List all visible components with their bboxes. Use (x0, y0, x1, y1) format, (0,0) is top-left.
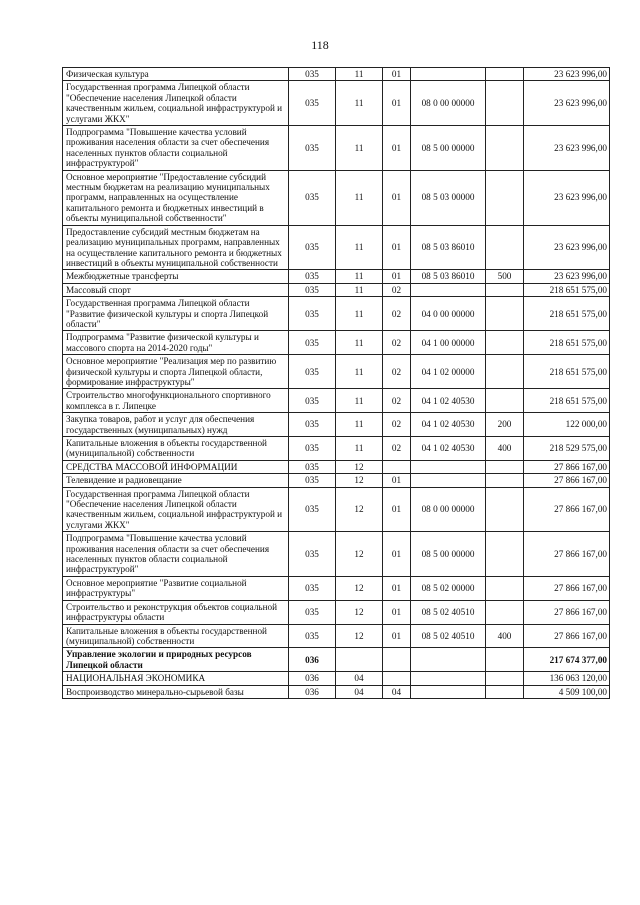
row-target-article-cell: 08 5 02 40510 (411, 600, 486, 624)
table-row (63, 648, 610, 672)
row-target-article-cell: 04 1 02 40530 (411, 437, 486, 461)
row-section-code-cell: 11 (336, 389, 383, 413)
row-gr-code-cell: 035 (289, 297, 336, 331)
row-subsection-code-cell: 02 (383, 389, 411, 413)
row-gr-code-cell: 035 (289, 355, 336, 389)
row-section-code-cell: 11 (336, 283, 383, 296)
row-subsection-code-cell: 02 (383, 413, 411, 437)
table-row (63, 126, 610, 171)
row-section-code-cell: 04 (336, 672, 383, 685)
row-subsection-code-cell: 01 (383, 81, 411, 126)
row-name-cell: Подпрограмма "Развитие физической культуры и массового спорта на 2014-2020 годы" (63, 331, 289, 355)
row-section-code-cell: 11 (336, 68, 383, 81)
row-gr-code-cell: 035 (289, 487, 336, 532)
row-section-code-cell: 12 (336, 460, 383, 473)
row-sum-cell: 23 623 996,00 (524, 81, 610, 126)
row-sum-cell: 218 651 575,00 (524, 389, 610, 413)
row-sum-cell: 27 866 167,00 (524, 487, 610, 532)
budget-table-body (63, 68, 610, 699)
row-sum-cell: 23 623 996,00 (524, 126, 610, 171)
row-subsection-code-cell: 01 (383, 474, 411, 487)
row-name-cell: Государственная программа Липецкой области "Развитие физической культуры и спорта Липецкой области" (63, 297, 289, 331)
row-expense-type-cell (486, 532, 524, 577)
row-subsection-code-cell: 01 (383, 170, 411, 225)
row-target-article-cell (411, 68, 486, 81)
row-section-code-cell: 11 (336, 331, 383, 355)
table-row (63, 600, 610, 624)
row-subsection-code-cell: 02 (383, 283, 411, 296)
row-name-cell: СРЕДСТВА МАССОВОЙ ИНФОРМАЦИИ (63, 460, 289, 473)
row-subsection-code-cell (383, 460, 411, 473)
row-section-code-cell: 12 (336, 532, 383, 577)
table-row (63, 532, 610, 577)
row-target-article-cell: 04 0 00 00000 (411, 297, 486, 331)
row-target-article-cell: 08 5 03 00000 (411, 170, 486, 225)
table-row (63, 624, 610, 648)
table-row (63, 672, 610, 685)
row-target-article-cell: 04 1 02 00000 (411, 355, 486, 389)
row-gr-code-cell: 035 (289, 624, 336, 648)
row-expense-type-cell (486, 389, 524, 413)
row-gr-code-cell: 035 (289, 68, 336, 81)
row-section-code-cell: 11 (336, 297, 383, 331)
row-name-cell: Строительство и реконструкция объектов социальной инфраструктуры области (63, 600, 289, 624)
row-target-article-cell (411, 474, 486, 487)
row-target-article-cell (411, 672, 486, 685)
table-row (63, 297, 610, 331)
row-gr-code-cell: 035 (289, 460, 336, 473)
row-sum-cell: 122 000,00 (524, 413, 610, 437)
row-gr-code-cell: 035 (289, 225, 336, 270)
table-row (63, 576, 610, 600)
row-sum-cell: 23 623 996,00 (524, 170, 610, 225)
row-subsection-code-cell (383, 648, 411, 672)
row-gr-code-cell: 035 (289, 81, 336, 126)
row-target-article-cell: 08 5 00 00000 (411, 126, 486, 171)
row-sum-cell: 218 529 575,00 (524, 437, 610, 461)
budget-table (62, 67, 610, 699)
row-section-code-cell: 12 (336, 624, 383, 648)
row-gr-code-cell: 035 (289, 474, 336, 487)
row-expense-type-cell (486, 576, 524, 600)
row-sum-cell: 27 866 167,00 (524, 474, 610, 487)
row-expense-type-cell (486, 672, 524, 685)
table-row (63, 68, 610, 81)
row-target-article-cell: 04 1 02 40530 (411, 413, 486, 437)
row-subsection-code-cell: 02 (383, 331, 411, 355)
row-target-article-cell (411, 648, 486, 672)
row-expense-type-cell (486, 68, 524, 81)
row-name-cell: Закупка товаров, работ и услуг для обеспечения государственных (муниципальных) нужд (63, 413, 289, 437)
row-subsection-code-cell: 02 (383, 355, 411, 389)
row-gr-code-cell: 035 (289, 576, 336, 600)
row-gr-code-cell: 036 (289, 672, 336, 685)
row-target-article-cell: 08 0 00 00000 (411, 81, 486, 126)
row-expense-type-cell (486, 460, 524, 473)
row-target-article-cell (411, 685, 486, 698)
row-gr-code-cell: 035 (289, 283, 336, 296)
row-subsection-code-cell: 01 (383, 126, 411, 171)
table-row (63, 474, 610, 487)
table-row (63, 270, 610, 283)
row-target-article-cell (411, 460, 486, 473)
row-gr-code-cell: 036 (289, 685, 336, 698)
row-gr-code-cell: 035 (289, 600, 336, 624)
row-subsection-code-cell: 01 (383, 576, 411, 600)
row-expense-type-cell (486, 331, 524, 355)
row-subsection-code-cell: 01 (383, 270, 411, 283)
row-expense-type-cell: 200 (486, 413, 524, 437)
row-subsection-code-cell: 01 (383, 624, 411, 648)
row-expense-type-cell (486, 126, 524, 171)
row-subsection-code-cell (383, 672, 411, 685)
row-section-code-cell: 11 (336, 437, 383, 461)
row-expense-type-cell: 500 (486, 270, 524, 283)
row-sum-cell: 136 063 120,00 (524, 672, 610, 685)
row-gr-code-cell: 035 (289, 413, 336, 437)
row-sum-cell: 27 866 167,00 (524, 624, 610, 648)
table-row (63, 487, 610, 532)
row-sum-cell: 217 674 377,00 (524, 648, 610, 672)
row-section-code-cell: 11 (336, 81, 383, 126)
row-gr-code-cell: 036 (289, 648, 336, 672)
row-name-cell: Капитальные вложения в объекты государственной (муниципальной) собственности (63, 437, 289, 461)
row-name-cell: НАЦИОНАЛЬНАЯ ЭКОНОМИКА (63, 672, 289, 685)
table-row (63, 81, 610, 126)
table-row (63, 355, 610, 389)
row-sum-cell: 23 623 996,00 (524, 225, 610, 270)
row-subsection-code-cell: 01 (383, 225, 411, 270)
row-target-article-cell: 08 5 03 86010 (411, 270, 486, 283)
row-expense-type-cell (486, 297, 524, 331)
row-section-code-cell: 12 (336, 487, 383, 532)
row-gr-code-cell: 035 (289, 126, 336, 171)
row-section-code-cell: 11 (336, 170, 383, 225)
row-section-code-cell: 11 (336, 126, 383, 171)
table-row (63, 389, 610, 413)
row-gr-code-cell: 035 (289, 331, 336, 355)
row-name-cell: Основное мероприятие "Реализация мер по развитию физической культуры и спорта Липецкой области, формирование инфраструктуры" (63, 355, 289, 389)
row-expense-type-cell (486, 283, 524, 296)
table-row (63, 225, 610, 270)
row-expense-type-cell (486, 487, 524, 532)
row-name-cell: Основное мероприятие "Развитие социальной инфраструктуры" (63, 576, 289, 600)
row-name-cell: Массовый спорт (63, 283, 289, 296)
row-expense-type-cell (486, 81, 524, 126)
table-row (63, 413, 610, 437)
row-sum-cell: 218 651 575,00 (524, 283, 610, 296)
row-expense-type-cell (486, 648, 524, 672)
row-section-code-cell: 12 (336, 474, 383, 487)
row-name-cell: Межбюджетные трансферты (63, 270, 289, 283)
row-section-code-cell (336, 648, 383, 672)
row-expense-type-cell (486, 355, 524, 389)
row-gr-code-cell: 035 (289, 437, 336, 461)
row-sum-cell: 218 651 575,00 (524, 331, 610, 355)
row-section-code-cell: 11 (336, 225, 383, 270)
row-gr-code-cell: 035 (289, 389, 336, 413)
row-subsection-code-cell: 01 (383, 68, 411, 81)
row-subsection-code-cell: 04 (383, 685, 411, 698)
row-target-article-cell: 08 5 00 00000 (411, 532, 486, 577)
row-target-article-cell: 08 0 00 00000 (411, 487, 486, 532)
row-name-cell: Государственная программа Липецкой области "Обеспечение населения Липецкой области качественным жильем, социальной инфраструктурой и услугами ЖКХ" (63, 81, 289, 126)
row-sum-cell: 27 866 167,00 (524, 460, 610, 473)
row-name-cell: Подпрограмма "Повышение качества условий проживания населения области за счет обеспечения населенных пунктов области социальной инфраструктурой" (63, 532, 289, 577)
table-row (63, 460, 610, 473)
row-section-code-cell: 12 (336, 576, 383, 600)
row-target-article-cell: 08 5 03 86010 (411, 225, 486, 270)
row-name-cell: Предоставление субсидий местным бюджетам на реализацию муниципальных программ, направленных на осуществление капитального ремонта и бюджетных инвестиций в объекты муниципальной собственности (63, 225, 289, 270)
row-subsection-code-cell: 01 (383, 487, 411, 532)
table-row (63, 437, 610, 461)
row-sum-cell: 27 866 167,00 (524, 532, 610, 577)
page-number: 118 (311, 38, 329, 52)
table-row (63, 170, 610, 225)
table-row (63, 685, 610, 698)
row-name-cell: Телевидение и радиовещание (63, 474, 289, 487)
row-target-article-cell: 04 1 00 00000 (411, 331, 486, 355)
row-subsection-code-cell: 02 (383, 437, 411, 461)
row-subsection-code-cell: 01 (383, 600, 411, 624)
row-sum-cell: 4 509 100,00 (524, 685, 610, 698)
row-expense-type-cell (486, 685, 524, 698)
row-name-cell: Физическая культура (63, 68, 289, 81)
row-section-code-cell: 04 (336, 685, 383, 698)
row-gr-code-cell: 035 (289, 532, 336, 577)
row-name-cell: Основное мероприятие "Предоставление субсидий местным бюджетам на реализацию муниципальных программ, направленных на осуществление капитального ремонта и бюджетных инвестиций в объекты муниципальной собственности" (63, 170, 289, 225)
row-section-code-cell: 11 (336, 413, 383, 437)
row-sum-cell: 23 623 996,00 (524, 270, 610, 283)
row-name-cell: Государственная программа Липецкой области "Обеспечение населения Липецкой области качественным жильем, социальной инфраструктурой и услугами ЖКХ" (63, 487, 289, 532)
row-expense-type-cell (486, 225, 524, 270)
row-expense-type-cell (486, 474, 524, 487)
row-target-article-cell: 08 5 02 40510 (411, 624, 486, 648)
row-sum-cell: 23 623 996,00 (524, 68, 610, 81)
row-target-article-cell: 08 5 02 00000 (411, 576, 486, 600)
row-gr-code-cell: 035 (289, 270, 336, 283)
row-target-article-cell (411, 283, 486, 296)
table-row (63, 283, 610, 296)
row-name-cell: Воспроизводство минерально-сырьевой базы (63, 685, 289, 698)
row-section-code-cell: 11 (336, 355, 383, 389)
row-target-article-cell: 04 1 02 40530 (411, 389, 486, 413)
row-name-cell: Подпрограмма "Повышение качества условий проживания населения области за счет обеспечения населенных пунктов области социальной инфраструктурой" (63, 126, 289, 171)
row-sum-cell: 218 651 575,00 (524, 355, 610, 389)
row-name-cell: Управление экологии и природных ресурсов Липецкой области (63, 648, 289, 672)
row-sum-cell: 27 866 167,00 (524, 576, 610, 600)
row-subsection-code-cell: 01 (383, 532, 411, 577)
row-expense-type-cell: 400 (486, 624, 524, 648)
row-gr-code-cell: 035 (289, 170, 336, 225)
row-name-cell: Строительство многофункционального спортивного комплекса в г. Липецке (63, 389, 289, 413)
row-expense-type-cell (486, 170, 524, 225)
row-section-code-cell: 12 (336, 600, 383, 624)
row-expense-type-cell: 400 (486, 437, 524, 461)
row-name-cell: Капитальные вложения в объекты государственной (муниципальной) собственности (63, 624, 289, 648)
row-subsection-code-cell: 02 (383, 297, 411, 331)
row-expense-type-cell (486, 600, 524, 624)
row-sum-cell: 218 651 575,00 (524, 297, 610, 331)
table-row (63, 331, 610, 355)
row-sum-cell: 27 866 167,00 (524, 600, 610, 624)
row-section-code-cell: 11 (336, 270, 383, 283)
